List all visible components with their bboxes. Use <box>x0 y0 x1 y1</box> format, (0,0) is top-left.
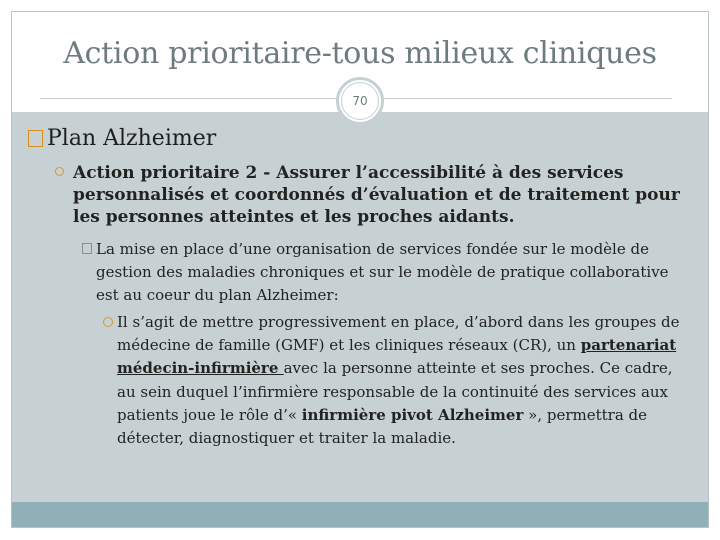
level4-part1: Il s’agit de mettre progressivement en place, d’abord dans les groupes de médecine de famille (GMF) et les cliniques réseaux (CR), un <box>117 313 680 355</box>
level4-bold: infirmière pivot Alzheimer <box>301 405 524 424</box>
title-divider-right <box>382 98 672 99</box>
page-number: 70 <box>341 82 379 120</box>
bullet-level1 <box>28 126 216 151</box>
slide-title: Action prioritaire-tous milieux cliniques <box>63 36 657 71</box>
ring-bullet-icon <box>55 167 64 176</box>
level4-part2: avec la personne atteinte et ses proches. Ce cadre, au sein duquel l’infirmière responsable de la continuité des services aux patients joue le rôle d’« <box>117 359 673 424</box>
title-divider-left <box>40 98 340 99</box>
footer-bar <box>12 502 708 527</box>
bullet-level4-text <box>117 311 683 450</box>
bullet-level1-text: Plan Alzheimer <box>47 126 217 151</box>
bullet-level4 <box>103 311 683 450</box>
ring-bullet-icon <box>103 317 113 327</box>
bullet-level3-text: La mise en place d’une organisation de services fondée sur le modèle de gestion des maladies chroniques et sur le modèle de pratique collaborative est au coeur du plan Alzheimer: <box>96 240 669 304</box>
level4-underlined: partenariat médecin-infirmière <box>117 336 677 378</box>
level4-part3: », permettra de détecter, diagnostiquer et traiter la maladie. <box>117 405 648 448</box>
page-number-badge <box>336 77 384 125</box>
box-bullet-icon <box>28 130 43 147</box>
bullet-level3 <box>82 238 682 307</box>
bullet-level2 <box>55 162 685 228</box>
bullet-level2-text: Action prioritaire 2 - Assurer l’accessibilité à des services personnalisés et coordonnés d’évaluation et de traitement pour les personnes atteintes et les proches aidants. <box>73 163 680 227</box>
box-bullet-icon <box>82 243 92 254</box>
